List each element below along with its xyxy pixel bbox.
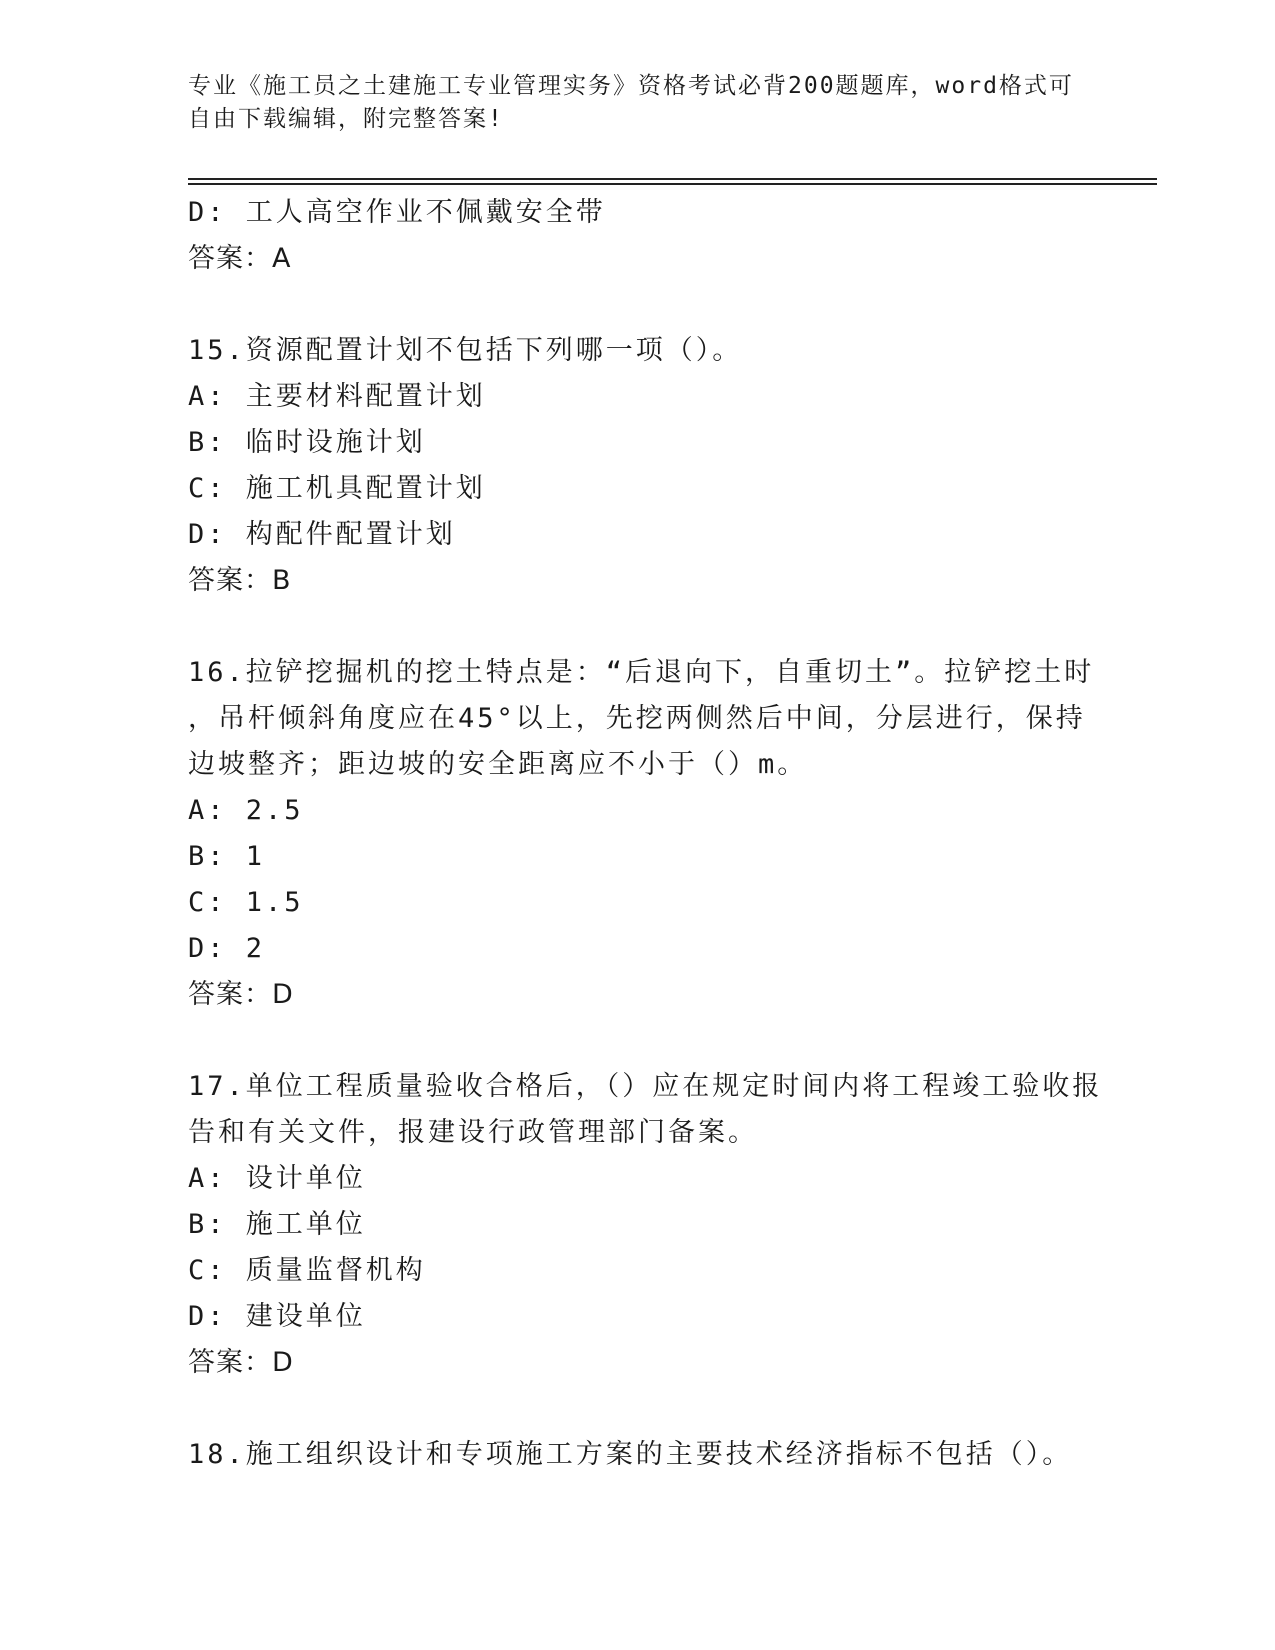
answer-line: 答案：B — [188, 565, 292, 596]
option-b: B: 临时设施计划 — [188, 427, 426, 458]
option-c: C: 施工机具配置计划 — [188, 473, 486, 504]
header-divider-top — [188, 178, 1157, 180]
question-18 — [188, 1432, 1088, 1478]
question-stem-line-2: 告和有关文件，报建设行政管理部门备案。 — [188, 1117, 758, 1148]
option-a: A: 设计单位 — [188, 1163, 366, 1194]
option-c: C: 质量监督机构 — [188, 1255, 426, 1286]
option-d: D: 构配件配置计划 — [188, 519, 456, 550]
option-d: D: 2 — [188, 933, 266, 964]
question-stem: 18.施工组织设计和专项施工方案的主要技术经济指标不包括（）。 — [188, 1439, 1073, 1470]
header-divider-bottom — [188, 183, 1157, 185]
question-stem: 15.资源配置计划不包括下列哪一项（）。 — [188, 335, 743, 366]
question-list — [188, 190, 1103, 1478]
spacer — [188, 1386, 1088, 1432]
spacer — [188, 604, 1088, 650]
option-d: D: 建设单位 — [188, 1301, 366, 1332]
question-15 — [188, 328, 1088, 604]
header-line-2: 自由下载编辑，附完整答案! — [188, 106, 504, 132]
question-stem-line-3: 边坡整齐；距边坡的安全距离应不小于（）m。 — [188, 749, 808, 780]
question-stem-line-1: 16.拉铲挖掘机的挖土特点是：“后退向下，自重切土”。拉铲挖土时 — [188, 657, 1095, 688]
header-line-1: 专业《施工员之土建施工专业管理实务》资格考试必背200题题库，word格式可 — [188, 73, 1074, 99]
spacer — [188, 282, 1088, 328]
option-b: B: 1 — [188, 841, 266, 872]
answer-line: 答案：D — [188, 1347, 294, 1378]
option-d: D: 工人高空作业不佩戴安全带 — [188, 197, 606, 228]
question-stem-line-1: 17.单位工程质量验收合格后，（）应在规定时间内将工程竣工验收报 — [188, 1071, 1103, 1102]
option-b: B: 施工单位 — [188, 1209, 366, 1240]
option-c: C: 1.5 — [188, 887, 304, 918]
question-16 — [188, 650, 1095, 1018]
option-a: A: 主要材料配置计划 — [188, 381, 486, 412]
option-a: A: 2.5 — [188, 795, 304, 826]
spacer — [188, 1018, 1088, 1064]
document-header — [188, 70, 1074, 136]
question-stem-line-2: ，吊杆倾斜角度应在45°以上，先挖两侧然后中间，分层进行，保持 — [188, 703, 1086, 734]
question-17 — [188, 1064, 1103, 1386]
answer-line: 答案：A — [188, 243, 292, 274]
answer-line: 答案：D — [188, 979, 294, 1010]
